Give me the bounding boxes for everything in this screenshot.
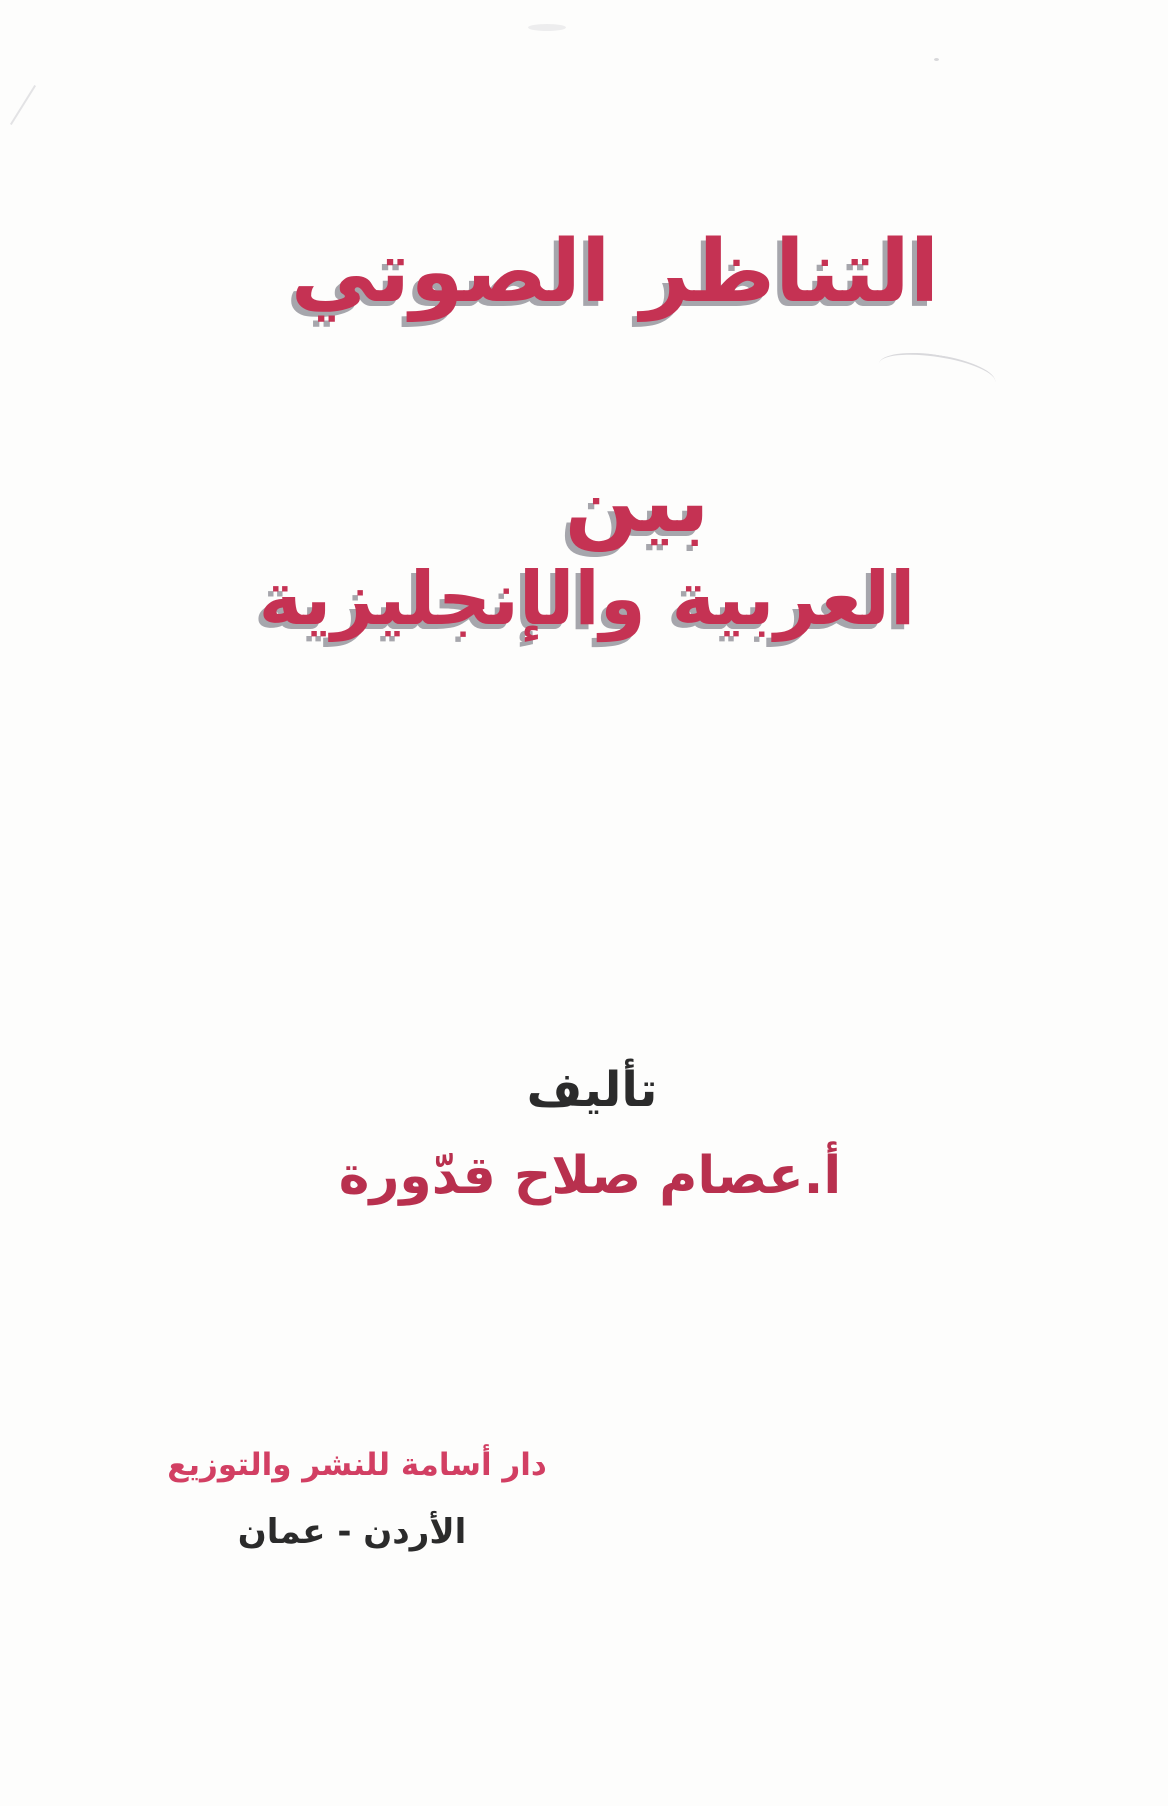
publisher-name: دار أسامة للنشر والتوزيع: [167, 1447, 547, 1483]
byline-label: تأليف: [526, 1062, 658, 1118]
book-title-line-1: التناظر الصوتي: [290, 222, 940, 322]
scan-artifact-smudge: [528, 24, 566, 31]
publisher-location: الأردن - عمان: [237, 1512, 467, 1552]
scan-artifact-scratch: [876, 346, 998, 400]
book-title-line-3: العربية والإنجليزية: [258, 556, 916, 642]
scan-artifact-corner-mark: [10, 85, 36, 125]
author-name: أ.عصام صلاح قدّورة: [338, 1146, 842, 1206]
book-title-line-2: بين: [564, 452, 710, 552]
scan-artifact-dot: [934, 58, 939, 61]
